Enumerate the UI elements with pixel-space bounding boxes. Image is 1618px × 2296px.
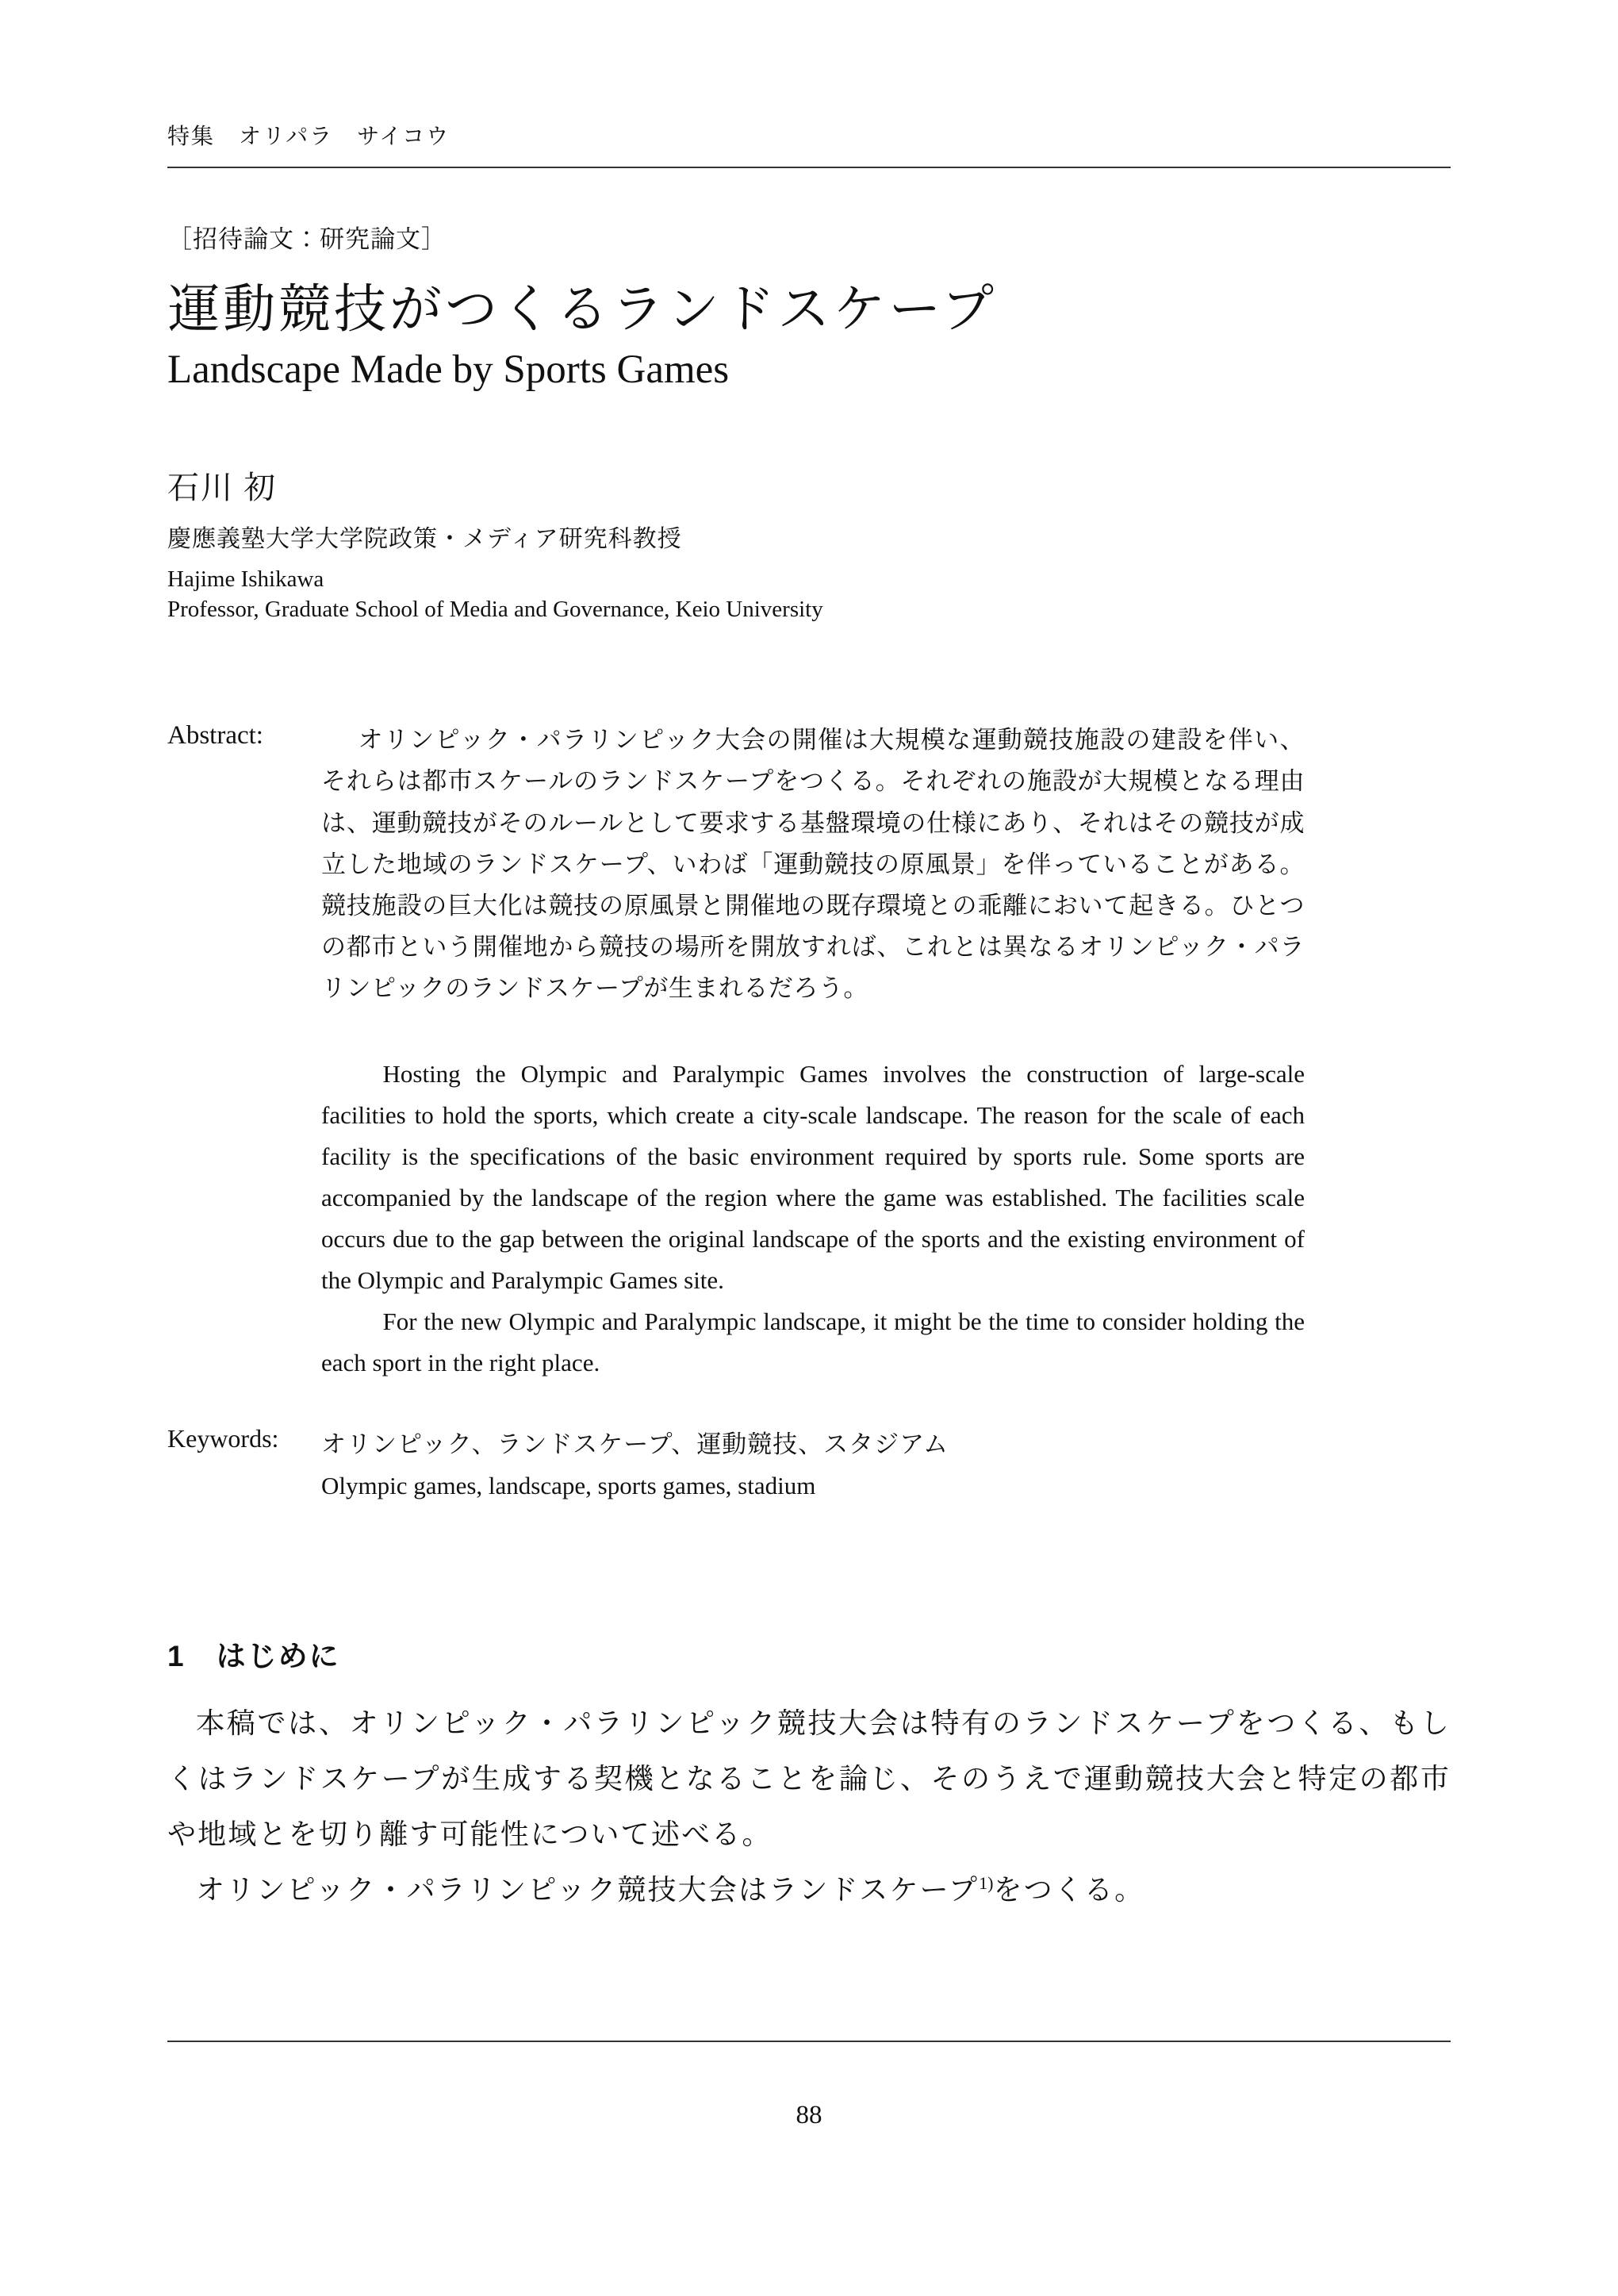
section-1-paragraph-2	[167, 1862, 1451, 1918]
author-block	[167, 463, 1451, 623]
article-title-english: Landscape Made by Sports Games	[167, 347, 730, 393]
author-affiliation-japanese: 慶應義塾大学大学院政策・メディア研究科教授	[167, 526, 682, 553]
author-name-japanese: 石川 初	[167, 470, 277, 506]
paragraph-2-text-start: オリンピック・パラリンピック競技大会はランドスケープ	[196, 1874, 980, 1906]
section-1	[167, 1632, 1451, 1918]
keywords-japanese: オリンピック、ランドスケープ、運動競技、スタジアム	[321, 1430, 949, 1458]
article-title-japanese: 運動競技がつくるランドスケープ	[167, 281, 998, 339]
paragraph-2-text-end: をつくる。	[993, 1874, 1145, 1906]
header-rule	[167, 167, 1451, 168]
author-name-english: Hajime Ishikawa	[167, 566, 324, 593]
abstract-english-paragraph-2: For the new Olympic and Paralympic landscape, it might be the time to consider holding the each sport in the right place.	[321, 1307, 1305, 1377]
keywords-english: Olympic games, landscape, sports games, stadium	[321, 1471, 816, 1499]
section-1-heading: 1 はじめに	[167, 1639, 340, 1672]
keywords-label: Keywords:	[167, 1423, 279, 1453]
page-number: 88	[796, 2101, 822, 2129]
abstract-section	[167, 720, 1451, 1384]
footnote-reference-1: 1)	[979, 1873, 994, 1894]
author-affiliation-english: Professor, Graduate School of Media and Governance, Keio University	[167, 597, 823, 623]
keywords-section	[167, 1424, 1451, 1507]
abstract-english-paragraph-1: Hosting the Olympic and Paralympic Games involves the construction of large-scale facilities to hold the sports, which create a city-scale landscape. The reason for the scale of each facility is the specifications of the basic environment required by sports rule. Some sports are accompanied by the landscape of the region where the game was established. The facilities scale occurs due to the gap between the original landscape of the sports and the existing environment of the Olympic and Paralympic Games site.	[321, 1059, 1305, 1295]
keywords-body	[321, 1424, 1305, 1507]
running-head	[167, 0, 1451, 168]
footer-rule	[167, 2041, 1451, 2042]
article-body	[167, 219, 1451, 1918]
running-head-text: 特集 オリパラ サイコウ	[167, 125, 451, 149]
section-1-paragraph-1: 本稿では、オリンピック・パラリンピック競技大会は特有のランドスケープをつくる、もしくはランドスケープが生成する契機となることを論じ、そのうえで運動競技大会と特定の都市や地域とを切り離す可能性について述べる。	[167, 1707, 1451, 1851]
article-category: ［招待論文：研究論文］	[167, 225, 447, 253]
abstract-body	[321, 720, 1305, 1384]
abstract-label: Abstract:	[167, 721, 263, 751]
abstract-japanese: オリンピック・パラリンピック大会の開催は大規模な運動競技施設の建設を伴い、それらは都市スケールのランドスケープをつくる。それぞれの施設が大規模となる理由は、運動競技がそのルールとして要求する基盤環境の仕様にあり、それはその競技が成立した地域のランドスケープ、いわば「運動競技の原風景」を伴っていることがある。競技施設の巨大化は競技の原風景と開催地の既存環境との乖離において起きる。ひとつの都市という開催地から競技の場所を開放すれば、これとは異なるオリンピック・パラリンピックのランドスケープが生まれるだろう。	[321, 726, 1306, 1002]
